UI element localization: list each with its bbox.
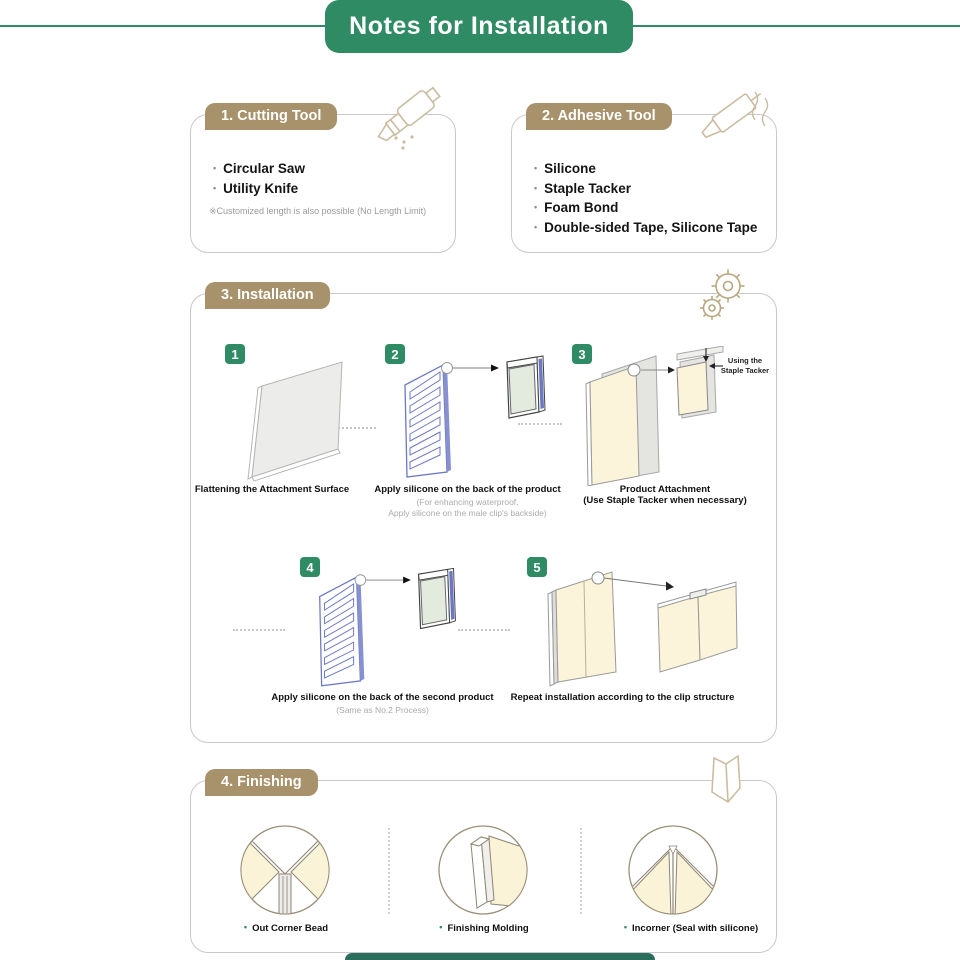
step-number-1: 1 xyxy=(225,344,245,364)
page-title: Notes for Installation xyxy=(349,12,609,40)
finishing-label-1: • Out Corner Bead xyxy=(230,922,342,934)
step5-caption: Repeat installation according to the clip structure xyxy=(510,692,735,703)
step-number-5: 5 xyxy=(527,557,547,577)
finishing-header: 4. Finishing xyxy=(205,769,318,796)
adhesive-tool-header: 2. Adhesive Tool xyxy=(526,103,672,130)
step1-panel-illustration xyxy=(238,350,358,485)
gears-icon xyxy=(692,262,754,324)
dotted-separator xyxy=(580,828,582,914)
finishing-label-2: • Finishing Molding xyxy=(428,922,540,934)
incorner-illustration xyxy=(625,822,721,918)
caulk-gun-icon xyxy=(693,80,773,152)
step2-caption: Apply silicone on the back of the product (For enhancing waterproof, Apply silicone on the male clip's backside) xyxy=(374,484,561,518)
step4-silicone-illustration xyxy=(310,564,470,696)
dotted-separator xyxy=(388,828,390,914)
cutting-note: ※Customized length is also possible (No Length Limit) xyxy=(209,206,427,216)
step4-caption: Apply silicone on the back of the second product (Same as No.2 Process) xyxy=(271,692,494,715)
step3-caption: Product Attachment (Use Staple Tacker when necessary) xyxy=(583,484,747,506)
list-item: • Silicone xyxy=(534,159,757,179)
step1-caption: Flattening the Attachment Surface xyxy=(194,484,350,495)
step-number-4: 4 xyxy=(300,557,320,577)
cutting-tool-list xyxy=(213,159,305,198)
list-item: • Foam Bond xyxy=(534,198,757,218)
list-item: • Double-sided Tape, Silicone Tape xyxy=(534,218,757,238)
finishing-label-3: • Incorner (Seal with silicone) xyxy=(612,922,770,934)
step5-clip-join-illustration xyxy=(540,560,740,698)
out-corner-bead-illustration xyxy=(237,822,333,918)
corner-trim-icon xyxy=(702,754,756,810)
installation-header: 3. Installation xyxy=(205,282,330,309)
list-item: • Utility Knife xyxy=(213,179,305,199)
dotted-separator xyxy=(233,629,285,631)
step-number-3: 3 xyxy=(572,344,592,364)
cutting-tool-header: 1. Cutting Tool xyxy=(205,103,337,130)
adhesive-tool-list xyxy=(534,159,757,237)
next-section-banner-partial xyxy=(345,953,655,960)
utility-knife-icon xyxy=(368,82,452,152)
list-item: • Circular Saw xyxy=(213,159,305,179)
step-number-2: 2 xyxy=(385,344,405,364)
step2-silicone-illustration xyxy=(395,352,560,487)
page-title-banner xyxy=(325,0,633,53)
list-item: • Staple Tacker xyxy=(534,179,757,199)
step3-attachment-illustration xyxy=(580,346,725,486)
staple-tacker-annotation: Using the Staple Tacker xyxy=(720,356,770,375)
finishing-molding-illustration xyxy=(435,822,531,918)
